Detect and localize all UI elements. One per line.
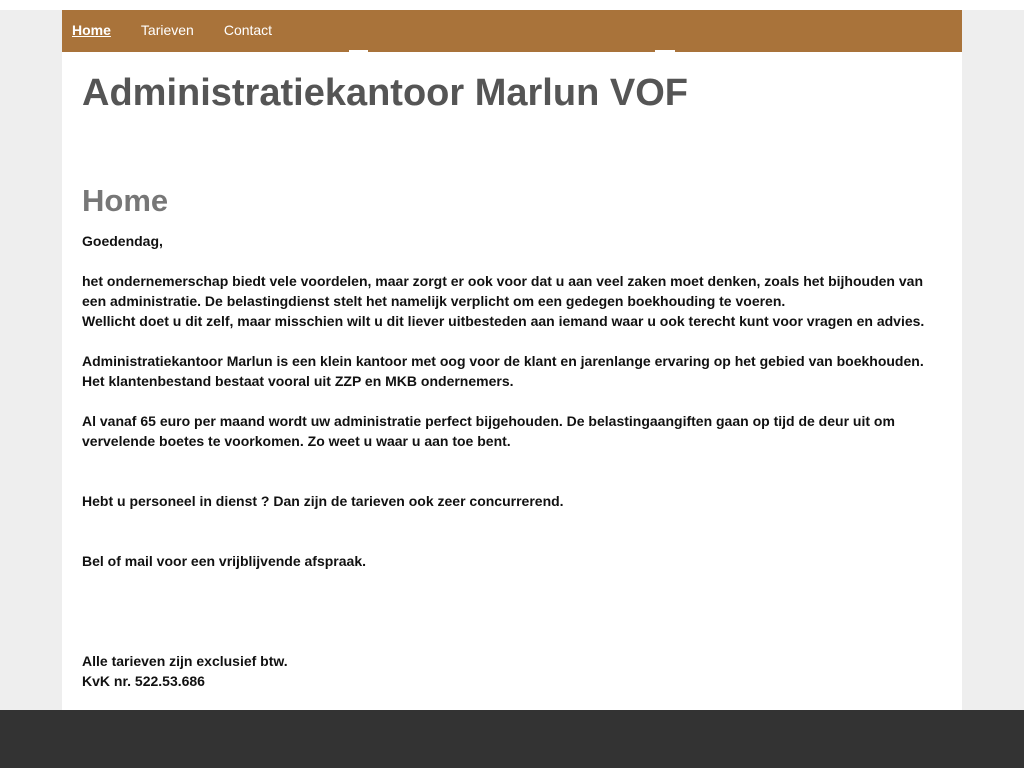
about-paragraph: Administratiekantoor Marlun is een klein kantoor met oog voor de klant en jarenlange ervaring op het gebied van boekhouden. xyxy=(82,353,924,369)
site-title: Administratiekantoor Marlun VOF xyxy=(82,72,688,114)
staff-paragraph: Hebt u personeel in dienst ? Dan zijn de tarieven ook zeer concurrerend. xyxy=(82,493,564,509)
footer xyxy=(0,710,1024,768)
page-container xyxy=(62,10,962,710)
page-content xyxy=(82,231,942,691)
main-nav xyxy=(62,10,962,50)
intro-paragraph: het ondernemerschap biedt vele voordelen, maar zorgt er ook voor dat u aan veel zaken moet denken, zoals het bijhouden van een administratie. De belastingdienst stelt het namelijk verplicht om een gedegen boekhouding te voeren. xyxy=(82,273,923,309)
top-strip xyxy=(0,0,1024,10)
nav-item-tarieven[interactable]: Tarieven xyxy=(140,22,194,38)
pricing-paragraph: Al vanaf 65 euro per maand wordt uw administratie perfect bijgehouden. De belastingaangiften gaan op tijd de deur uit om vervelende boetes te voorkomen. Zo weet u waar u aan toe bent. xyxy=(82,413,895,449)
footer-email[interactable]: Email info@marlun.nl xyxy=(62,53,186,68)
footer-column-1 xyxy=(62,50,349,68)
vat-note: Alle tarieven zijn exclusief btw. xyxy=(82,653,288,669)
about-paragraph-line2: Het klantenbestand bestaat vooral uit ZZP en MKB ondernemers. xyxy=(82,373,514,389)
footer-column-3 xyxy=(675,50,962,52)
intro-paragraph-line2: Wellicht doet u dit zelf, maar misschien wilt u dit liever uitbesteden aan iemand waar u ook terecht kunt voor vragen en advies. xyxy=(82,313,925,329)
nav-item-home[interactable]: Home xyxy=(72,22,111,38)
greeting-text: Goedendag, xyxy=(82,233,163,249)
footer-column-2 xyxy=(368,50,655,52)
kvk-number: KvK nr. 522.53.686 xyxy=(82,673,205,689)
page-heading: Home xyxy=(82,183,169,218)
cta-paragraph: Bel of mail voor een vrijblijvende afspraak. xyxy=(82,553,366,569)
nav-item-contact[interactable]: Contact xyxy=(223,22,273,38)
